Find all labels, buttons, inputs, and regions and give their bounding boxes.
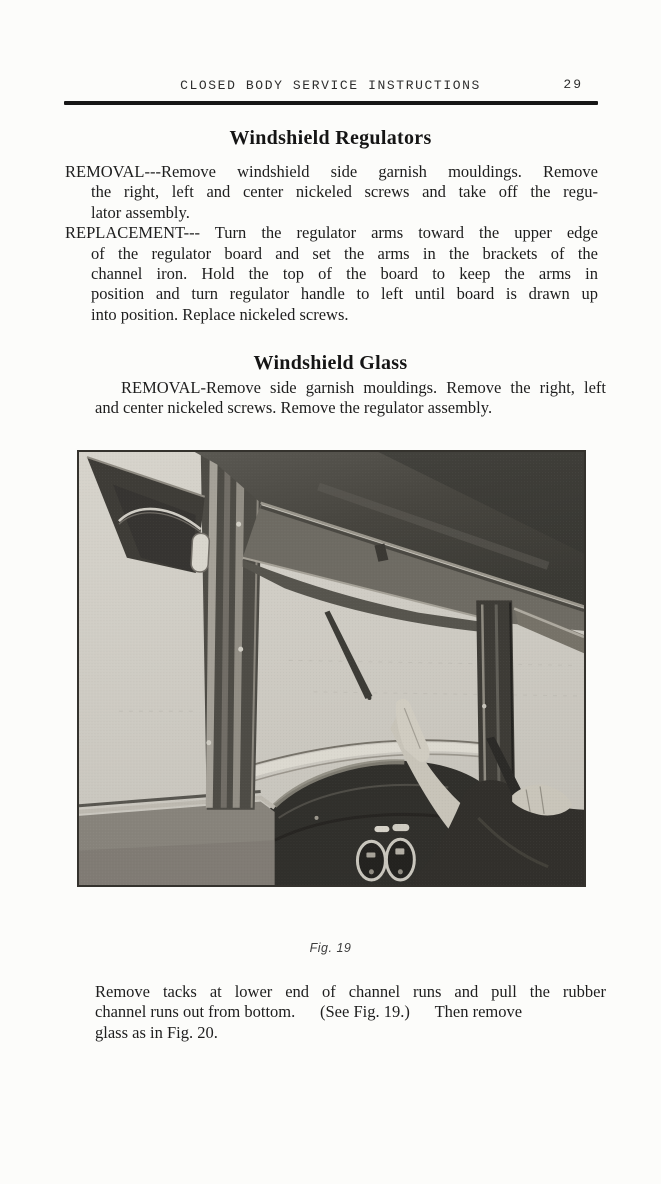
running-header: CLOSED BODY SERVICE INSTRUCTIONS (180, 78, 481, 93)
paragraph-line: the right, left and center nickeled screws and take off the regu- (91, 182, 598, 202)
paragraph-line: REMOVAL-Remove side garnish mouldings. Remove the right, left (121, 378, 606, 397)
regulators-paragraphs (65, 162, 598, 325)
paragraph-line: position and turn regulator handle to left until board is drawn up (91, 284, 598, 304)
film-grain (79, 452, 584, 885)
paragraph-line: of the regulator board and set the arms in the brackets of the (91, 243, 598, 263)
page-number: 29 (563, 77, 583, 92)
closing-paragraph (95, 982, 606, 1043)
replacement-paragraph (65, 223, 598, 325)
paragraph-line: REMOVAL---Remove windshield side garnish mouldings. Remove (65, 162, 598, 181)
section-heading-windshield-glass: Windshield Glass (253, 352, 408, 374)
paragraph-line: and center nickeled screws. Remove the regulator assembly. (95, 398, 493, 418)
removal-paragraph (65, 162, 598, 223)
paragraph-line: channel iron. Hold the top of the board to keep the arms in (91, 264, 598, 284)
figure-19-photo (77, 450, 586, 887)
paragraph-line: glass as in Fig. 20. (95, 1022, 218, 1042)
paragraph-line: lator assembly. (91, 202, 190, 222)
windshield-interior-photo (79, 452, 584, 885)
paragraph-line: channel runs out from bottom. (See Fig. 19.) Then remove (95, 1002, 523, 1022)
paragraph-line: into position. Replace nickeled screws. (91, 304, 349, 324)
header-divider-rule (64, 101, 598, 105)
figure-caption: Fig. 19 (309, 941, 352, 955)
section-heading-windshield-regulators: Windshield Regulators (229, 127, 432, 149)
paragraph-line: Remove tacks at lower end of channel runs and pull the rubber (95, 982, 606, 1001)
paragraph-line: REPLACEMENT--- Turn the regulator arms toward the upper edge (65, 223, 598, 243)
glass-removal-paragraph (95, 378, 606, 419)
